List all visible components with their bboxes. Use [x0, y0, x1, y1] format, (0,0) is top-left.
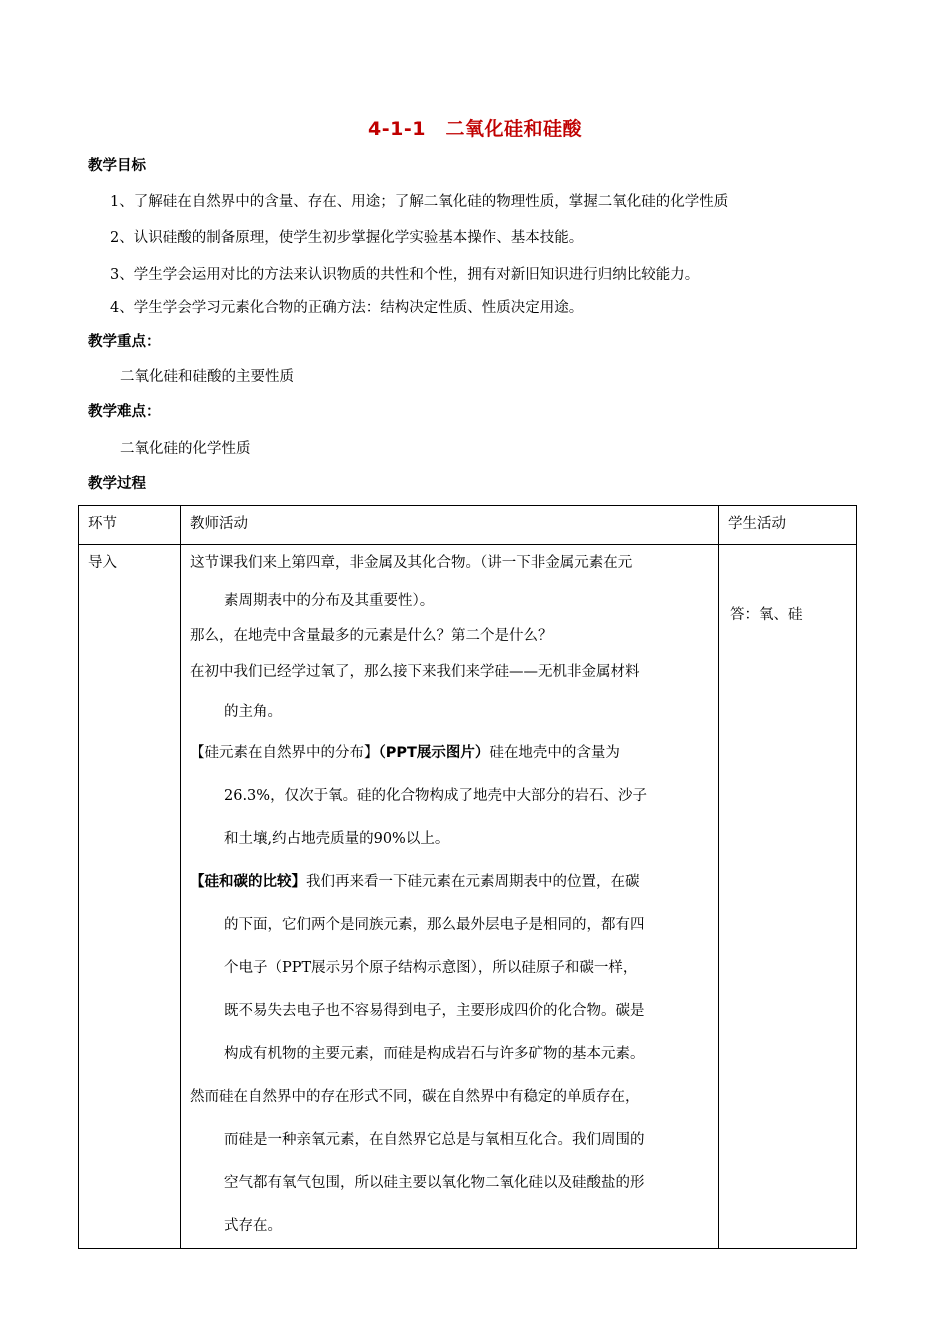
- paragraph: 【硅元素在自然界中的分布】（PPT展示图片）硅在地壳中的含量为 26.3%，仅次于氧。硅的化合物构成了地壳中大部分的岩石、沙子 和土壤,约占地壳质量的90%以上。: [190, 745, 648, 847]
- goal-item: 1、了解硅在自然界中的含量、存在、用途；了解二氧化硅的物理性质，掌握二氧化硅的化学性质: [110, 194, 729, 210]
- stage-cell: 导入: [88, 555, 117, 571]
- goal-item: 2、认识硅酸的制备原理，使学生初步掌握化学实验基本操作、基本技能。: [110, 230, 584, 246]
- header-student-activity: 学生活动: [728, 516, 786, 532]
- process-table: [78, 505, 857, 1249]
- header-stage: 环节: [88, 516, 117, 532]
- paragraph: 【硅和碳的比较】我们再来看一下硅元素在元素周期表中的位置，在碳 的下面，它们两个是同族元素，那么最外层电子是相同的，都有四 个电子（PPT展示另个原子结构示意图），所以硅原子和碳一样， 既不易失去电子也不容易得到电子，主要形成四价的化合物。碳是 构成有机物的主要元素，而硅是构成岩石与许多矿物的基本元素。: [190, 874, 645, 1062]
- difficulty-heading: 教学难点：: [88, 404, 161, 420]
- paragraph: 那么，在地壳中含量最多的元素是什么？第二个是什么？: [190, 628, 553, 644]
- process-heading: 教学过程: [88, 476, 146, 492]
- teacher-activity-cell: [181, 545, 718, 1248]
- paragraph: 这节课我们来上第四章，非金属及其化合物。（讲一下非金属元素在元 素周期表中的分布及其重要性）。: [190, 555, 633, 609]
- goal-item: 4、学生学会学习元素化合物的正确方法：结构决定性质、性质决定用途。: [110, 300, 584, 316]
- header-teacher-activity: 教师活动: [190, 516, 248, 532]
- table-header-row: [79, 506, 857, 545]
- paragraph: 然而硅在自然界中的存在形式不同，碳在自然界中有稳定的单质存在， 而硅是一种亲氧元素，在自然界它总是与氧相互化合。我们周围的 空气都有氧气包围，所以硅主要以氧化物二氧化硅以及硅酸盐的形 式存在。: [190, 1089, 645, 1234]
- key-points-text: 二氧化硅和硅酸的主要性质: [120, 369, 294, 385]
- student-activity-cell: 答：氧、硅: [730, 607, 803, 623]
- page-title: 4-1-1 二氧化硅和硅酸: [368, 118, 582, 140]
- goal-item: 3、学生学会运用对比的方法来认识物质的共性和个性，拥有对新旧知识进行归纳比较能力。: [110, 267, 700, 283]
- key-points-heading: 教学重点：: [88, 334, 161, 350]
- paragraph: 在初中我们已经学过氧了，那么接下来我们来学硅——无机非金属材料 的主角。: [190, 664, 640, 720]
- difficulty-text: 二氧化硅的化学性质: [120, 441, 251, 457]
- goals-heading: 教学目标: [88, 158, 146, 174]
- table-row: [79, 545, 857, 1249]
